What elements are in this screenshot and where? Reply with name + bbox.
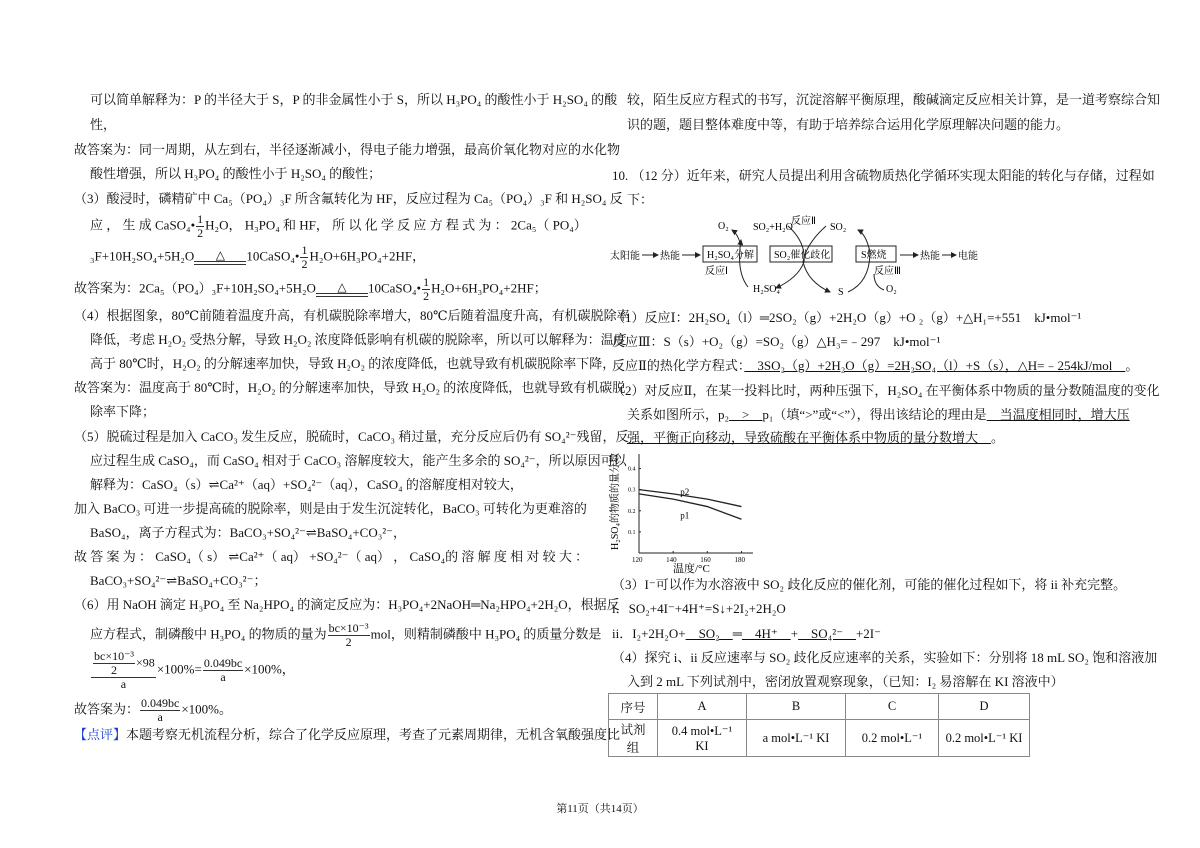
denominator: 2 xyxy=(111,663,118,677)
comment-line xyxy=(74,726,620,744)
x-axis-label: 温度/°C xyxy=(673,563,710,575)
text-line xyxy=(90,213,587,240)
text: ×100%= xyxy=(156,661,202,677)
text-line: （2）对反应Ⅱ，在某一投料比时，两种压强下，H₂SO₄ 在平衡体系中物质的量分数随温度的变化 xyxy=(612,383,1160,398)
fraction xyxy=(328,622,370,649)
text: ═ xyxy=(732,626,742,641)
text-line: 性， xyxy=(90,117,117,132)
numerator xyxy=(91,650,156,678)
denominator: 2 xyxy=(197,226,204,240)
text: 。 xyxy=(1125,358,1139,373)
answer-blank: 3SO₂（g）+2H₂O（g）=2H₂SO₄（l）+S（s），△H=﹣254kJ/mol xyxy=(744,358,1126,373)
table-cell: 0.2 mol•L⁻¹ KI xyxy=(939,720,1030,757)
text-line xyxy=(627,429,1004,447)
delta-symbol: △ xyxy=(215,248,225,262)
reaction-iii-label: 反应Ⅲ xyxy=(874,266,901,277)
text: 应方程式，制磷酸中 H₃PO₄ 的物质的量为 xyxy=(90,626,327,642)
table-row xyxy=(609,720,1030,757)
table-cell: D xyxy=(939,694,1030,720)
o2-label: O₂ xyxy=(886,284,897,295)
fraction xyxy=(203,657,243,684)
text: + xyxy=(790,626,799,641)
compound-fraction xyxy=(91,650,156,691)
text: ×100%， xyxy=(244,661,295,677)
y-tick-label: 0.1 xyxy=(628,529,636,536)
x-tick-label: 120 xyxy=(632,556,643,564)
text: mol，则精制磷酸中 H₃PO₄ 的质量分数是 xyxy=(370,626,602,642)
so2-label: SO₂ xyxy=(830,222,847,233)
text-line: （4）根据图象，80℃前随着温度升高，有机碳脱除率增大，80℃后随着温度升高，有机碳脱除率 xyxy=(74,308,630,323)
table-cell: A xyxy=(658,694,747,720)
text-line xyxy=(612,625,881,643)
delta-symbol: △ xyxy=(337,280,347,294)
table-cell: 0.2 mol•L⁻¹ xyxy=(846,720,939,757)
text: 本题考察无机流程分析，综合了化学反应原理，考查了元素周期律，无机含氧酸强度比 xyxy=(126,727,621,742)
numerator: 0.049bc xyxy=(141,696,180,710)
series-label-p1: p1 xyxy=(680,510,690,521)
text: ×100%。 xyxy=(181,701,233,717)
text: ₃F+10H₂SO₄+5H₂O xyxy=(90,248,195,264)
table-cell: 试剂组 xyxy=(609,720,658,757)
y-tick-label: 0.3 xyxy=(628,487,636,494)
text: 10CaSO₄• xyxy=(246,248,300,264)
text: 应 ， 生 成 CaSO₄• xyxy=(90,217,196,233)
text-line: 解释为：CaSO₄（s）⇌Ca²⁺（aq）+SO₄²⁻（aq），CaSO₄ 的溶解度相对较大， xyxy=(90,477,523,492)
text-line: 可以简单解释为：P 的半径大于 S，P 的非金属性小于 S，所以 H₃PO₄ 的酸性小于 H₂SO₄ 的酸 xyxy=(90,92,618,107)
text-line: （3）I⁻可以作为水溶液中 SO₂ 歧化反应的催化剂，可能的催化过程如下，将 ii 补充完整。 xyxy=(612,577,1127,592)
box-label: H₂SO₄分解 xyxy=(707,250,754,261)
text-line xyxy=(90,622,601,649)
reaction-i-label: 反应Ⅰ xyxy=(705,266,728,277)
text-line: （6）用 NaOH 滴定 H₃PO₄ 至 Na₂HPO₄ 的滴定反应为：H₃PO₄+2NaOH═Na₂HPO₄+2H₂O，根据反 xyxy=(74,597,620,612)
series-line-p2 xyxy=(639,490,741,507)
text-line: （4）探究 i、ii 反应速率与 SO₂ 歧化反应速率的关系，实验如下：分别将 18 mL SO₂ 饱和溶液加 xyxy=(612,650,1158,665)
heat-equals-sign xyxy=(316,282,368,297)
fraction-half xyxy=(422,276,430,303)
arrow xyxy=(740,240,748,287)
text-line: 较，陌生反应方程式的书写，沉淀溶解平衡原理，酸碱滴定反应相关计算，是一道考察综合知 xyxy=(627,92,1161,107)
so2-h2o-label: SO₂+H₂O xyxy=(753,222,793,233)
answer-blank: 4H⁺ xyxy=(741,626,791,641)
text-line: BaCO₃+SO₄²⁻⇌BaSO₄+CO₃²⁻； xyxy=(90,573,267,588)
x-tick-label: 160 xyxy=(700,556,711,564)
answer-blank: SO₄²⁻ xyxy=(798,626,856,641)
numerator: 1 xyxy=(301,243,308,257)
text: 10CaSO₄• xyxy=(367,280,422,296)
denominator: a xyxy=(120,677,127,691)
y-tick-label: 0.4 xyxy=(628,466,636,473)
text-line: 应过程生成 CaSO₄，而 CaSO₄ 相对于 CaCO₃ 溶解度较大，能产生多余的 SO₄²⁻，所以原因可以 xyxy=(90,453,627,468)
reaction-ii-label: 反应Ⅱ xyxy=(791,216,816,227)
text-line: 下： xyxy=(627,192,654,207)
answer-line xyxy=(74,276,547,303)
numerator: bc×10⁻³ xyxy=(328,621,369,635)
question-title: 10. （12 分）近年来，研究人员提出利用含硫物质热化学循环实现太阳能的转化与存储，过程如 xyxy=(612,168,1155,183)
heat-label: 热能 xyxy=(920,251,940,262)
answer-line: 故答案为：同一周期，从左到右，半径逐渐减小，得电子能力增强，最高价氧化物对应的水化物 xyxy=(74,142,621,157)
text-line xyxy=(612,357,1138,375)
table-header-row xyxy=(609,694,1030,720)
series-label-p2: p2 xyxy=(680,487,690,498)
formula-line xyxy=(90,650,295,691)
denominator: a xyxy=(220,670,226,684)
answer-line xyxy=(74,697,232,724)
series-line-p1 xyxy=(639,494,741,519)
h2so4-label: H₂SO₄ xyxy=(753,284,780,295)
chart-h2so4-fraction xyxy=(605,450,755,575)
reagent-table xyxy=(608,693,1030,757)
text-line: BaSO₄，离子方程式为：BaCO₃+SO₄²⁻⇌BaSO₄+CO₃²⁻， xyxy=(90,525,407,540)
box-label: SO₂催化歧化 xyxy=(774,250,831,261)
solar-label: 太阳能 xyxy=(610,251,640,262)
text-line: 反应Ⅲ：S（s）+O₂（g）=SO₂（g）△H₃=﹣297 kJ•mol⁻¹ xyxy=(612,334,941,349)
s-label: S xyxy=(838,287,844,298)
inner-fraction xyxy=(93,650,135,677)
text-line: 酸性增强，所以 H₃PO₄ 的酸性小于 H₂SO₄ 的酸性； xyxy=(90,166,382,181)
numerator: 0.049bc xyxy=(203,656,243,670)
page-footer: 第11页（共14页） xyxy=(556,803,644,815)
text-line: （5）脱硫过程是加入 CaCO₃ 发生反应，脱硫时，CaCO₃ 稍过量，充分反应后仍有 SO₄²⁻残留，反 xyxy=(74,429,629,444)
answer-blank: 当温度相同时，增大压 xyxy=(986,407,1130,422)
x-tick-label: 180 xyxy=(734,556,745,564)
denominator: 2 xyxy=(423,289,430,303)
table-cell: a mol•L⁻¹ KI xyxy=(747,720,846,757)
text: 故答案为：2Ca₅（PO₄）₃F+10H₂SO₄+5H₂O xyxy=(74,280,316,296)
y-axis-label: H₂SO₄的物质的量分数 xyxy=(610,453,621,550)
table-cell: C xyxy=(846,694,939,720)
denominator: a xyxy=(157,710,163,724)
text-line: （1）反应Ⅰ：2H₂SO₄（l）═2SO₂（g）+2H₂O（g）+O ₂（g）+△H₁=+551 kJ•mol⁻¹ xyxy=(612,310,1082,325)
o2-label: O₂ xyxy=(718,221,729,232)
heat-label: 热能 xyxy=(660,251,680,262)
text: 故答案为： xyxy=(74,701,140,717)
answer-line: 故答案为：温度高于 80℃时，H₂O₂ 的分解速率加快，导致 H₂O₂ 的浓度降低，也就导致有机碳脱 xyxy=(74,380,626,395)
electricity-label: 电能 xyxy=(958,251,978,262)
heat-equals-sign xyxy=(194,250,246,265)
y-tick-label: 0.2 xyxy=(628,508,636,515)
text: ×98 xyxy=(136,655,155,670)
text: H₂O， H₃PO₄ 和 HF， 所 以 化 学 反 应 方 程 式 为 ： 2Ca₅（ PO₄） xyxy=(205,217,587,233)
text-line xyxy=(627,406,1130,424)
fraction-half xyxy=(196,213,204,240)
text: H₂O+6H₃PO₄+2HF， xyxy=(309,248,426,264)
text-line: 高于 80℃时，H₂O₂ 的分解速率加快，导致 H₂O₂ 的浓度降低，也就导致有机碳脱除率下降， xyxy=(90,356,616,371)
denominator: 2 xyxy=(301,257,308,271)
answer-line: 故 答 案 为 ： CaSO₄（ s） ⇌Ca²⁺（ aq） +SO₄²⁻（ aq） ， CaSO₄的 溶 解 度 相 对 较 大 ： xyxy=(74,549,589,564)
numerator: 1 xyxy=(197,212,204,226)
text: +2I⁻ xyxy=(855,626,881,641)
denominator: 2 xyxy=(345,635,352,649)
process-diagram xyxy=(608,212,998,298)
answer-blank: > xyxy=(729,407,763,422)
text-line: i．SO₂+4I⁻+4H⁺=S↓+2I₂+2H₂O xyxy=(612,601,786,616)
numerator: bc×10⁻³ xyxy=(94,649,135,663)
text: H₂O+6H₃PO₄+2HF； xyxy=(431,280,547,296)
text-line: 识的题，题目整体难度中等，有助于培养综合运用化学原理解决问题的能力。 xyxy=(627,117,1070,132)
comment-tag: 【点评】 xyxy=(74,727,127,742)
text-line: 除率下降； xyxy=(90,404,156,419)
fraction xyxy=(140,697,180,724)
answer-blank: 强，平衡正向移动，导致硫酸在平衡体系中物质的量分数增大 xyxy=(627,430,992,445)
x-tick-label: 140 xyxy=(666,556,677,564)
text-line: （3）酸浸时，磷精矿中 Ca₅（PO₄）₃F 所含氟转化为 HF，反应过程为 Ca₅（PO₄）₃F 和 H₂SO₄ 反 xyxy=(74,191,623,206)
text-line: 降低，考虑 H₂O₂ 受热分解，导致 H₂O₂ 浓度降低影响有机碳的脱除率，所以可以解释为：温度 xyxy=(90,332,627,347)
text-line: 加入 BaCO₃ 可进一步提高硫的脱除率，则是由于发生沉淀转化，BaCO₃ 可转化为更难溶的 xyxy=(74,501,587,516)
text-line: 入到 2 mL 下列试剂中，密闭放置观察现象，（已知：I₂ 易溶解在 KI 溶液中） xyxy=(627,674,1064,689)
text: ii．I₂+2H₂O+ xyxy=(612,626,686,641)
equation-line xyxy=(90,244,425,271)
table-cell: B xyxy=(747,694,846,720)
text: p₁（填“>”或“<”），得出该结论的理由是 xyxy=(762,407,987,422)
table-cell: 序号 xyxy=(609,694,658,720)
box-label: S燃烧 xyxy=(861,250,887,261)
text: 关系如图所示，p₂ xyxy=(627,407,730,422)
text: 反应Ⅱ的热化学方程式： xyxy=(612,358,745,373)
numerator: 1 xyxy=(423,275,430,289)
text: 。 xyxy=(991,430,1005,445)
table-cell: 0.4 mol•L⁻¹ KI xyxy=(658,720,747,757)
fraction-half xyxy=(300,244,308,271)
answer-blank: SO₂ xyxy=(685,626,733,641)
